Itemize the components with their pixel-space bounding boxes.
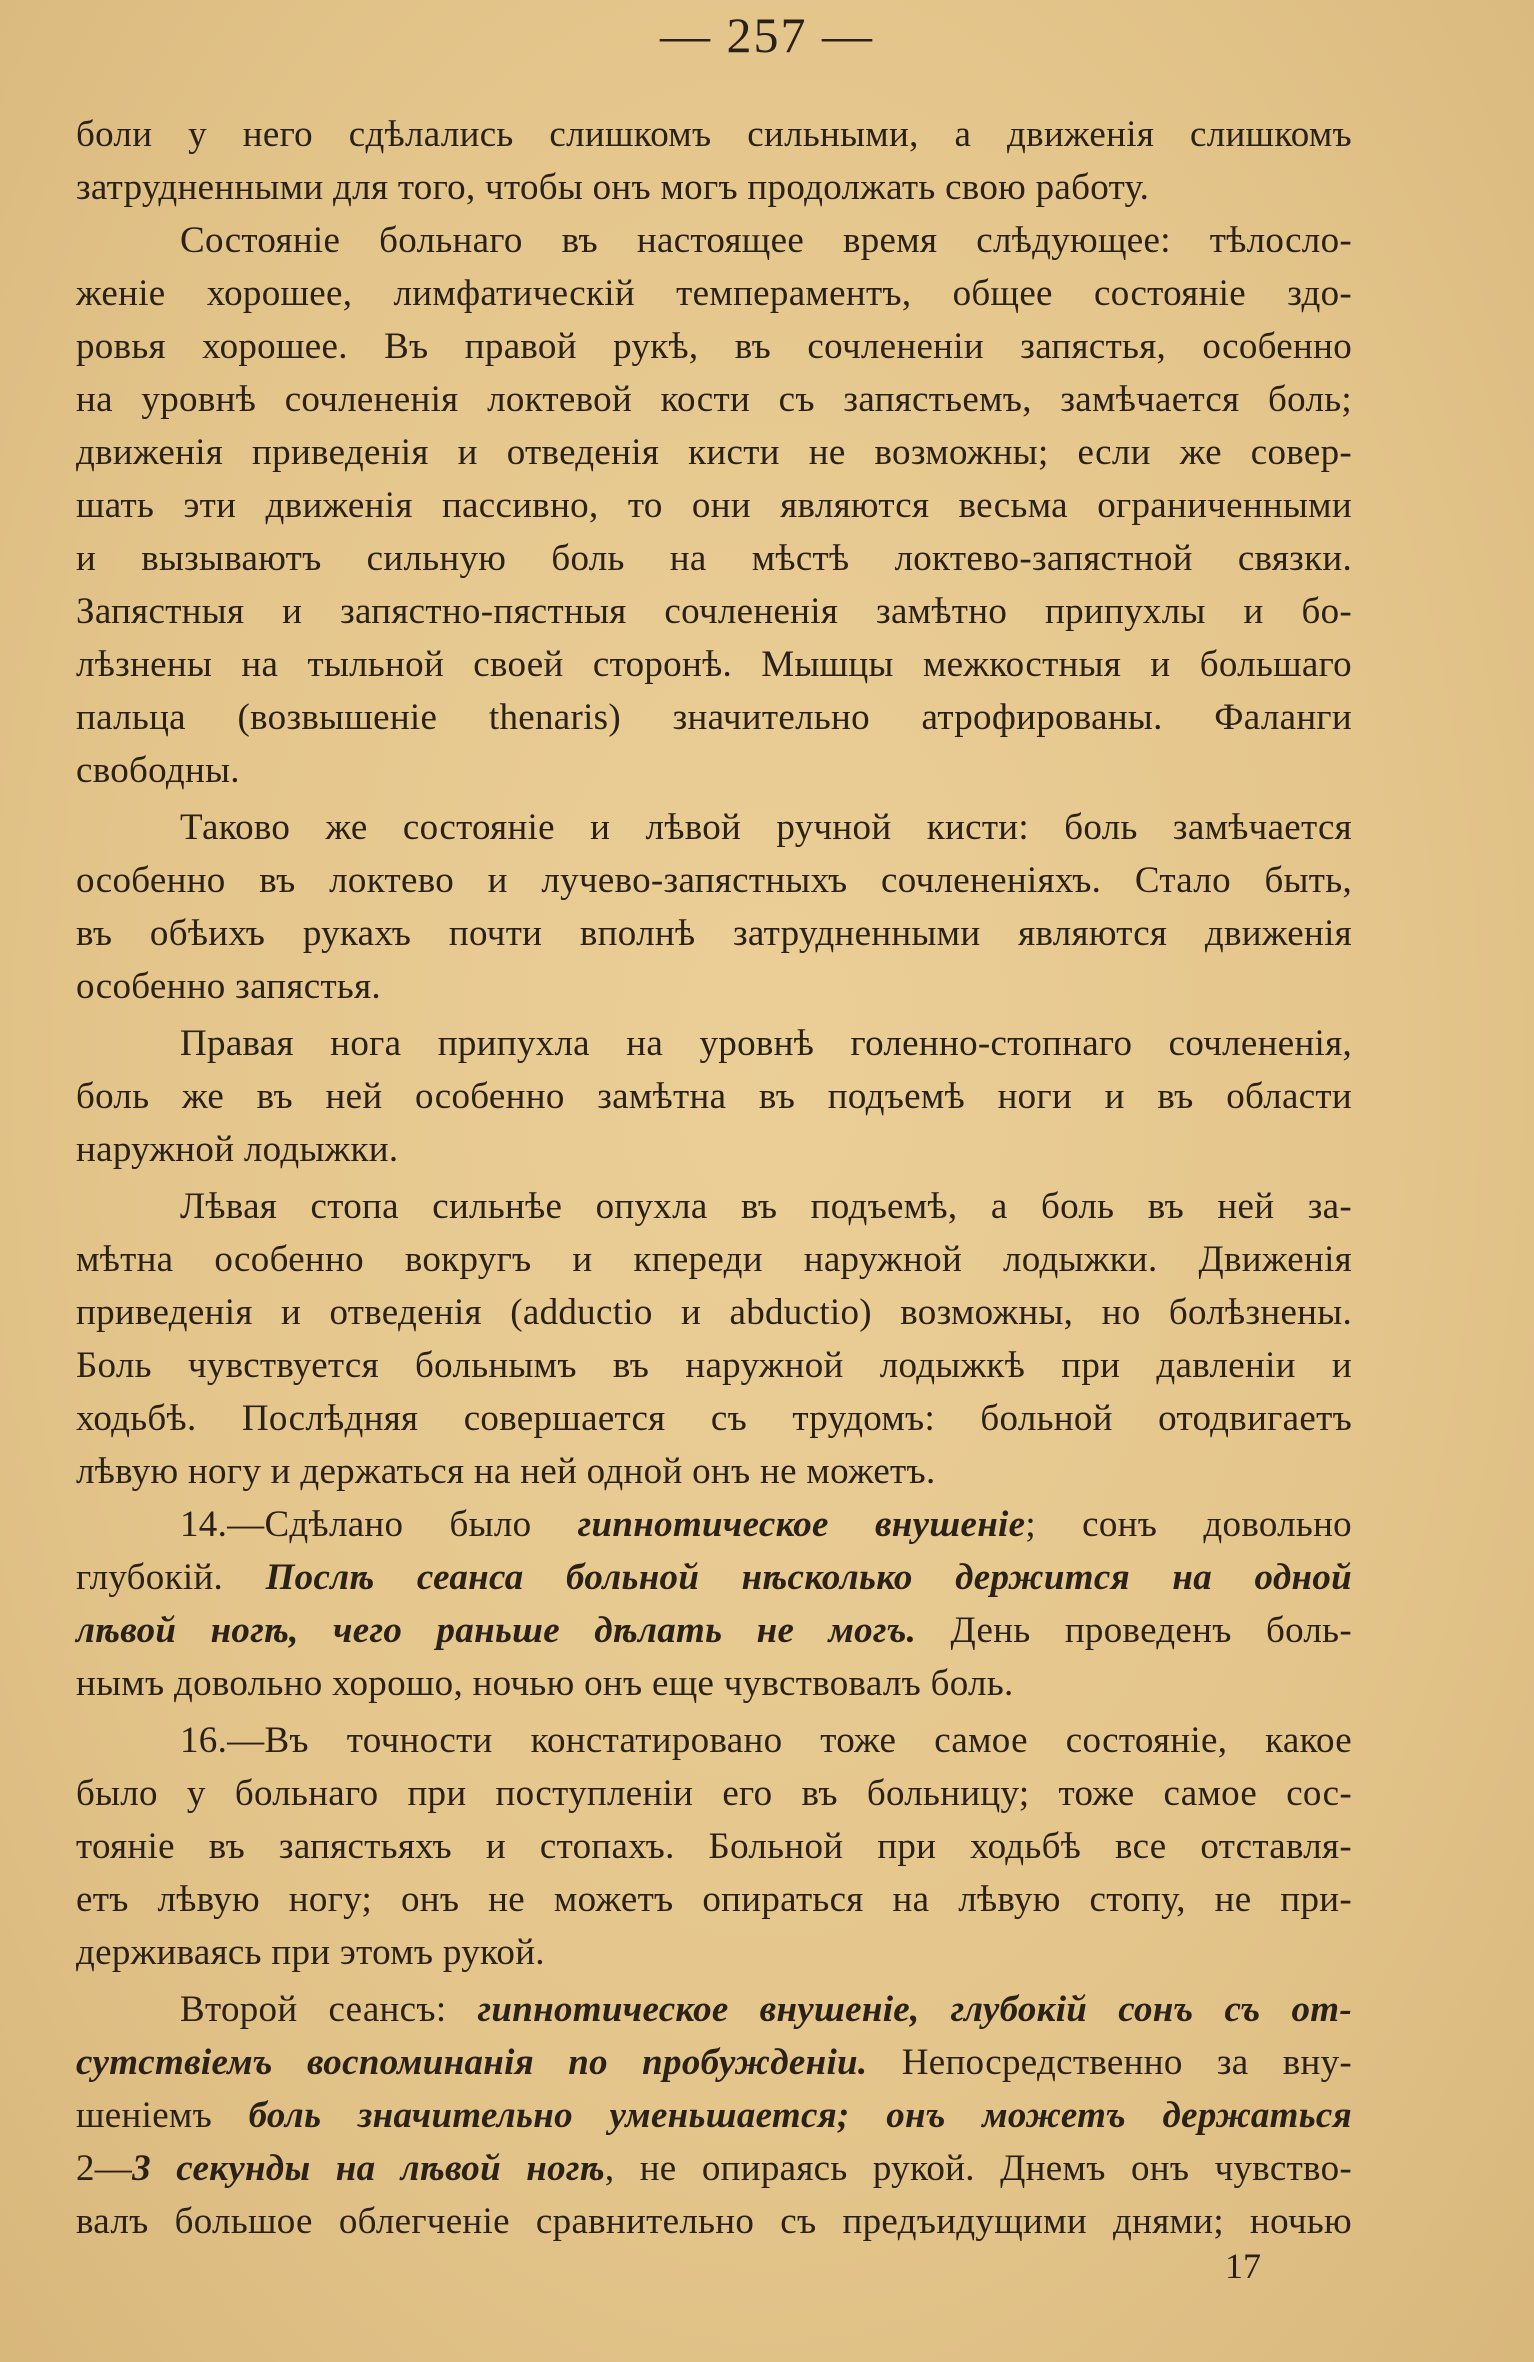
line-text: лѣзнены на тыльной своей сторонѣ. Мышцы межкостныя и большаго — [76, 644, 1352, 685]
line-text: особенно въ локтево и лучево-запястныхъ сочлененіяхъ. Стало быть, — [76, 860, 1352, 901]
body-text — [76, 108, 1352, 2248]
text-line — [76, 2142, 1352, 2195]
text-line — [76, 532, 1352, 585]
line-text: 16.—Въ точности констатировано тоже самое состояніе, какое — [180, 1720, 1352, 1761]
line-text: етъ лѣвую ногу; онъ не можетъ опираться на лѣвую стопу, не при- — [76, 1879, 1352, 1920]
line-text: женіе хорошее, лимфатическій темпераментъ, общее состояніе здо- — [76, 273, 1352, 314]
emphasis-text: боль значительно уменьшается; онъ можетъ держаться — [248, 2095, 1352, 2136]
text-line — [76, 1926, 1352, 1979]
text-line — [76, 1445, 1352, 1498]
text-line — [76, 585, 1352, 638]
line-text: валъ большое облегченіе сравнительно съ предъидущими днями; ночью — [76, 2201, 1352, 2242]
text-line — [76, 638, 1352, 691]
line-text: держиваясь при этомъ рукой. — [76, 1932, 545, 1973]
line-text: ходьбѣ. Послѣдняя совершается съ трудомъ: больной отодвигаетъ — [76, 1398, 1352, 1439]
text-line — [76, 907, 1352, 960]
line-text: День проведенъ боль- — [916, 1610, 1352, 1651]
line-text: Правая нога припухла на уровнѣ голенно-стопнаго сочлененія, — [180, 1023, 1352, 1064]
text-line — [76, 2195, 1352, 2248]
text-line — [76, 1017, 1352, 1070]
text-line — [76, 744, 1352, 797]
text-line — [76, 1604, 1352, 1657]
text-line — [76, 479, 1352, 532]
emphasis-text: сутствіемъ воспоминанія по пробужденіи. — [76, 2042, 868, 2083]
emphasis-text: лѣвой ногѣ, чего раньше дѣлать не могъ. — [76, 1610, 917, 1651]
text-line — [76, 854, 1352, 907]
text-line — [76, 1767, 1352, 1820]
line-text: пальца (возвышеніе thenaris) значительно атрофированы. Фаланги — [76, 697, 1352, 738]
text-line — [76, 1714, 1352, 1767]
line-text: приведенія и отведенія (adductio и abductio) возможны, но болѣзнены. — [76, 1292, 1352, 1333]
text-line — [76, 801, 1352, 854]
line-text: свободны. — [76, 750, 240, 791]
text-line — [76, 691, 1352, 744]
line-text: Боль чувствуется больнымъ въ наружной лодыжкѣ при давленіи и — [76, 1345, 1352, 1386]
text-line — [76, 960, 1352, 1013]
line-text: движенія приведенія и отведенія кисти не возможны; если же совер- — [76, 432, 1352, 473]
line-text: боли у него сдѣлались слишкомъ сильными, а движенія слишкомъ — [76, 114, 1352, 155]
emphasis-text: Послѣ сеанса больной нѣсколько держится на одной — [265, 1557, 1353, 1598]
line-text: затрудненными для того, чтобы онъ могъ продолжать свою работу. — [76, 167, 1150, 208]
line-text: было у больнаго при поступленіи его въ больницу; тоже самое сос- — [76, 1773, 1352, 1814]
text-line — [76, 2089, 1352, 2142]
text-line — [76, 1070, 1352, 1123]
line-text: нымъ довольно хорошо, ночью онъ еще чувствовалъ боль. — [76, 1663, 1014, 1704]
line-text: въ обѣихъ рукахъ почти вполнѣ затрудненными являются движенія — [76, 913, 1352, 954]
line-text: боль же въ ней особенно замѣтна въ подъемѣ ноги и въ области — [76, 1076, 1352, 1117]
line-text: мѣтна особенно вокругъ и кпереди наружной лодыжки. Движенія — [76, 1239, 1352, 1280]
text-line — [76, 320, 1352, 373]
line-text: Второй сеансъ: — [180, 1989, 478, 2030]
text-line — [76, 373, 1352, 426]
text-line — [76, 1983, 1352, 2036]
text-line — [76, 1180, 1352, 1233]
text-line — [76, 1551, 1352, 1604]
emphasis-text: 3 секунды на лѣвой ногѣ — [132, 2148, 605, 2189]
text-line — [76, 161, 1352, 214]
line-text: Таково же состояніе и лѣвой ручной кисти: боль замѣчается — [180, 807, 1352, 848]
line-text: тояніе въ запястьяхъ и стопахъ. Больной при ходьбѣ все отставля- — [76, 1826, 1352, 1867]
line-text: на уровнѣ сочлененія локтевой кости съ запястьемъ, замѣчается боль; — [76, 379, 1352, 420]
line-text: 2— — [76, 2148, 133, 2189]
line-text: шать эти движенія пассивно, то они являются весьма ограниченными — [76, 485, 1352, 526]
text-line — [76, 1123, 1352, 1176]
line-text: лѣвую ногу и держаться на ней одной онъ не можетъ. — [76, 1451, 936, 1492]
text-line — [76, 1820, 1352, 1873]
text-line — [76, 1873, 1352, 1926]
line-text: Состояніе больнаго въ настоящее время слѣдующее: тѣлосло- — [180, 220, 1352, 261]
text-line — [76, 426, 1352, 479]
signature-mark: 17 — [1225, 2246, 1261, 2286]
line-text: глубокій. — [76, 1557, 266, 1598]
emphasis-text: гипнотическое внушеніе — [577, 1504, 1026, 1545]
line-text: ровья хорошее. Въ правой рукѣ, въ сочлененіи запястья, особенно — [76, 326, 1352, 367]
text-line — [76, 1339, 1352, 1392]
line-text: Непосредственно за вну- — [867, 2042, 1353, 2083]
line-text: Запястныя и запястно-пястныя сочлененія замѣтно припухлы и бо- — [76, 591, 1352, 632]
line-text: 14.—Сдѣлано было — [180, 1504, 578, 1545]
text-line — [76, 1233, 1352, 1286]
text-line — [76, 267, 1352, 320]
page-number: — 257 — — [660, 7, 874, 63]
line-text: Лѣвая стопа сильнѣе опухла въ подъемѣ, а боль въ ней за- — [180, 1186, 1352, 1227]
line-text: , не опираясь рукой. Днемъ онъ чувство- — [604, 2148, 1352, 2189]
line-text: шеніемъ — [76, 2095, 249, 2136]
line-text: наружной лодыжки. — [76, 1129, 399, 1170]
text-line — [76, 2036, 1352, 2089]
text-line — [76, 108, 1352, 161]
text-line — [76, 1657, 1352, 1710]
emphasis-text: гипнотическое внушеніе, глубокій сонъ съ от- — [477, 1989, 1353, 2030]
line-text: особенно запястья. — [76, 966, 381, 1007]
line-text: ; сонъ довольно — [1025, 1504, 1352, 1545]
text-line — [76, 1392, 1352, 1445]
text-line — [76, 214, 1352, 267]
text-line — [76, 1286, 1352, 1339]
text-line — [76, 1498, 1352, 1551]
line-text: и вызываютъ сильную боль на мѣстѣ локтево-запястной связки. — [76, 538, 1352, 579]
